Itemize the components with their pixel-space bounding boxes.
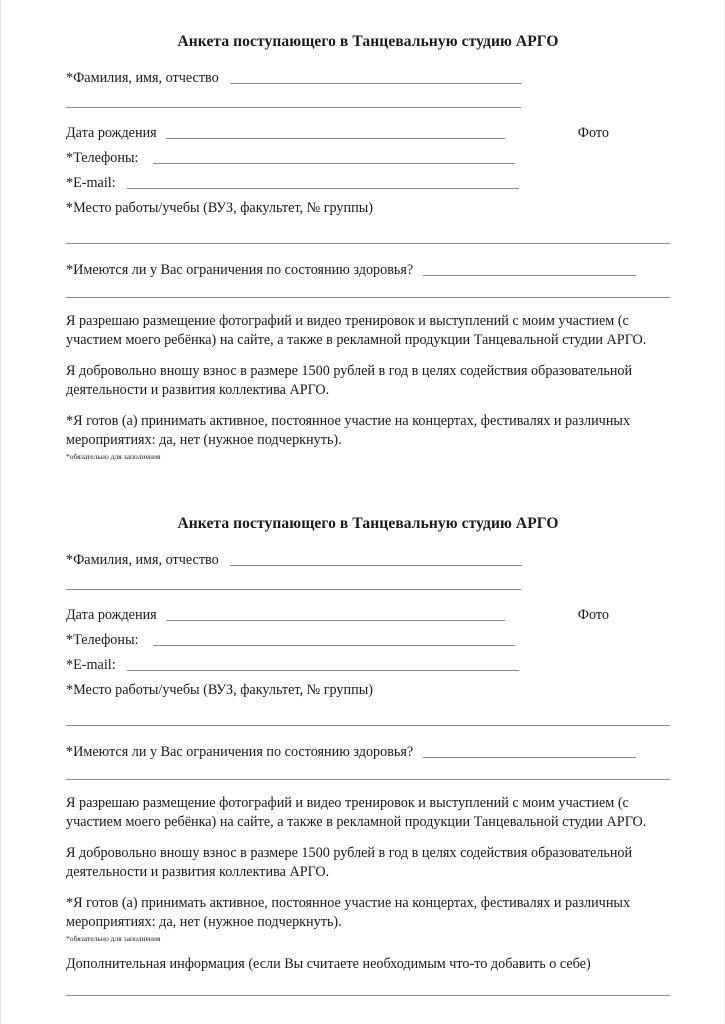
field-birth-date-label: Дата рождения [66,125,157,141]
field-phones-input[interactable] [153,163,515,164]
field-full-name-label: *Фамилия, имя, отчество [66,552,219,569]
footnote-required: *обязательно для заполнения [66,934,161,944]
field-email-row [66,175,670,192]
field-birth-date-label: Дата рождения [66,607,157,624]
field-phones-label: *Телефоны: [66,632,139,649]
field-health-label: *Имеются ли у Вас ограничения по состоянию здоровья? [66,262,414,278]
field-birth-date-row [66,607,670,624]
form-title: Анкета поступающего в Танцевальную студию АРГО [177,515,559,533]
field-health-input[interactable] [423,757,636,758]
paragraph-fee: Я добровольно вношу взнос в размере 1500 рублей в год в целях содействия образовательной деятельности и развития коллектива АРГО. [66,845,633,881]
field-health-row [66,262,670,279]
photo-placeholder-label: Фото [577,607,609,624]
field-phones-label: *Телефоны: [66,150,139,166]
field-email-label: *E-mail: [66,175,116,191]
field-birth-date-row [66,125,670,142]
field-full-name-input[interactable] [230,565,522,566]
field-email-input[interactable] [127,188,519,189]
field-phones-input[interactable] [153,645,515,646]
paragraph-fee: Я добровольно вношу взнос в размере 1500 рублей в год в целях содействия образовательной деятельности и развития коллектива АРГО. [66,363,633,399]
field-email-label: *E-mail: [66,657,116,674]
paragraph-participation: *Я готов (а) принимать активное, постоянное участие на концертах, фестивалях и различных мероприятиях: да, нет (нужное подчеркнуть). [66,413,631,449]
form-copy-1 [66,0,670,461]
field-full-name-row [66,70,670,87]
field-additional-info-line[interactable] [66,995,670,996]
field-full-name-label: *Фамилия, имя, отчество [66,70,219,86]
field-health-row [66,744,670,761]
field-health-label: *Имеются ли у Вас ограничения по состоянию здоровья? [66,744,414,761]
field-full-name-input[interactable] [230,83,522,84]
field-workplace-label: *Место работы/учебы (ВУЗ, факультет, № группы) [66,682,373,699]
form-title: Анкета поступающего в Танцевальную студию АРГО [177,33,559,50]
field-full-name-row [66,552,670,569]
field-workplace-row [66,200,670,217]
field-workplace-row [66,682,670,699]
field-workplace-label: *Место работы/учебы (ВУЗ, факультет, № группы) [66,200,373,216]
field-additional-info-label: Дополнительная информация (если Вы считаете необходимым что-то добавить о себе) [66,955,591,972]
field-phones-row [66,632,670,649]
footnote-required: *обязательно для заполнения [66,452,161,462]
form-copy-2 [66,461,670,995]
document-sheet [66,0,670,996]
field-health-input[interactable] [423,275,636,276]
field-birth-date-input[interactable] [166,138,505,139]
field-phones-row [66,150,670,167]
photo-placeholder-label: Фото [577,125,609,141]
field-email-row [66,657,670,674]
paragraph-media-consent: Я разрешаю размещение фотографий и видео тренировок и выступлений с моим участием (с участием моего ребёнка) на сайте, а также в рекламной продукции Танцевальной студии АРГО. [66,795,647,831]
paragraph-media-consent: Я разрешаю размещение фотографий и видео тренировок и выступлений с моим участием (с участием моего ребёнка) на сайте, а также в рекламной продукции Танцевальной студии АРГО. [66,313,647,349]
field-email-input[interactable] [127,670,519,671]
field-birth-date-input[interactable] [166,620,505,621]
paragraph-participation: *Я готов (а) принимать активное, постоянное участие на концертах, фестивалях и различных мероприятиях: да, нет (нужное подчеркнуть). [66,895,631,931]
